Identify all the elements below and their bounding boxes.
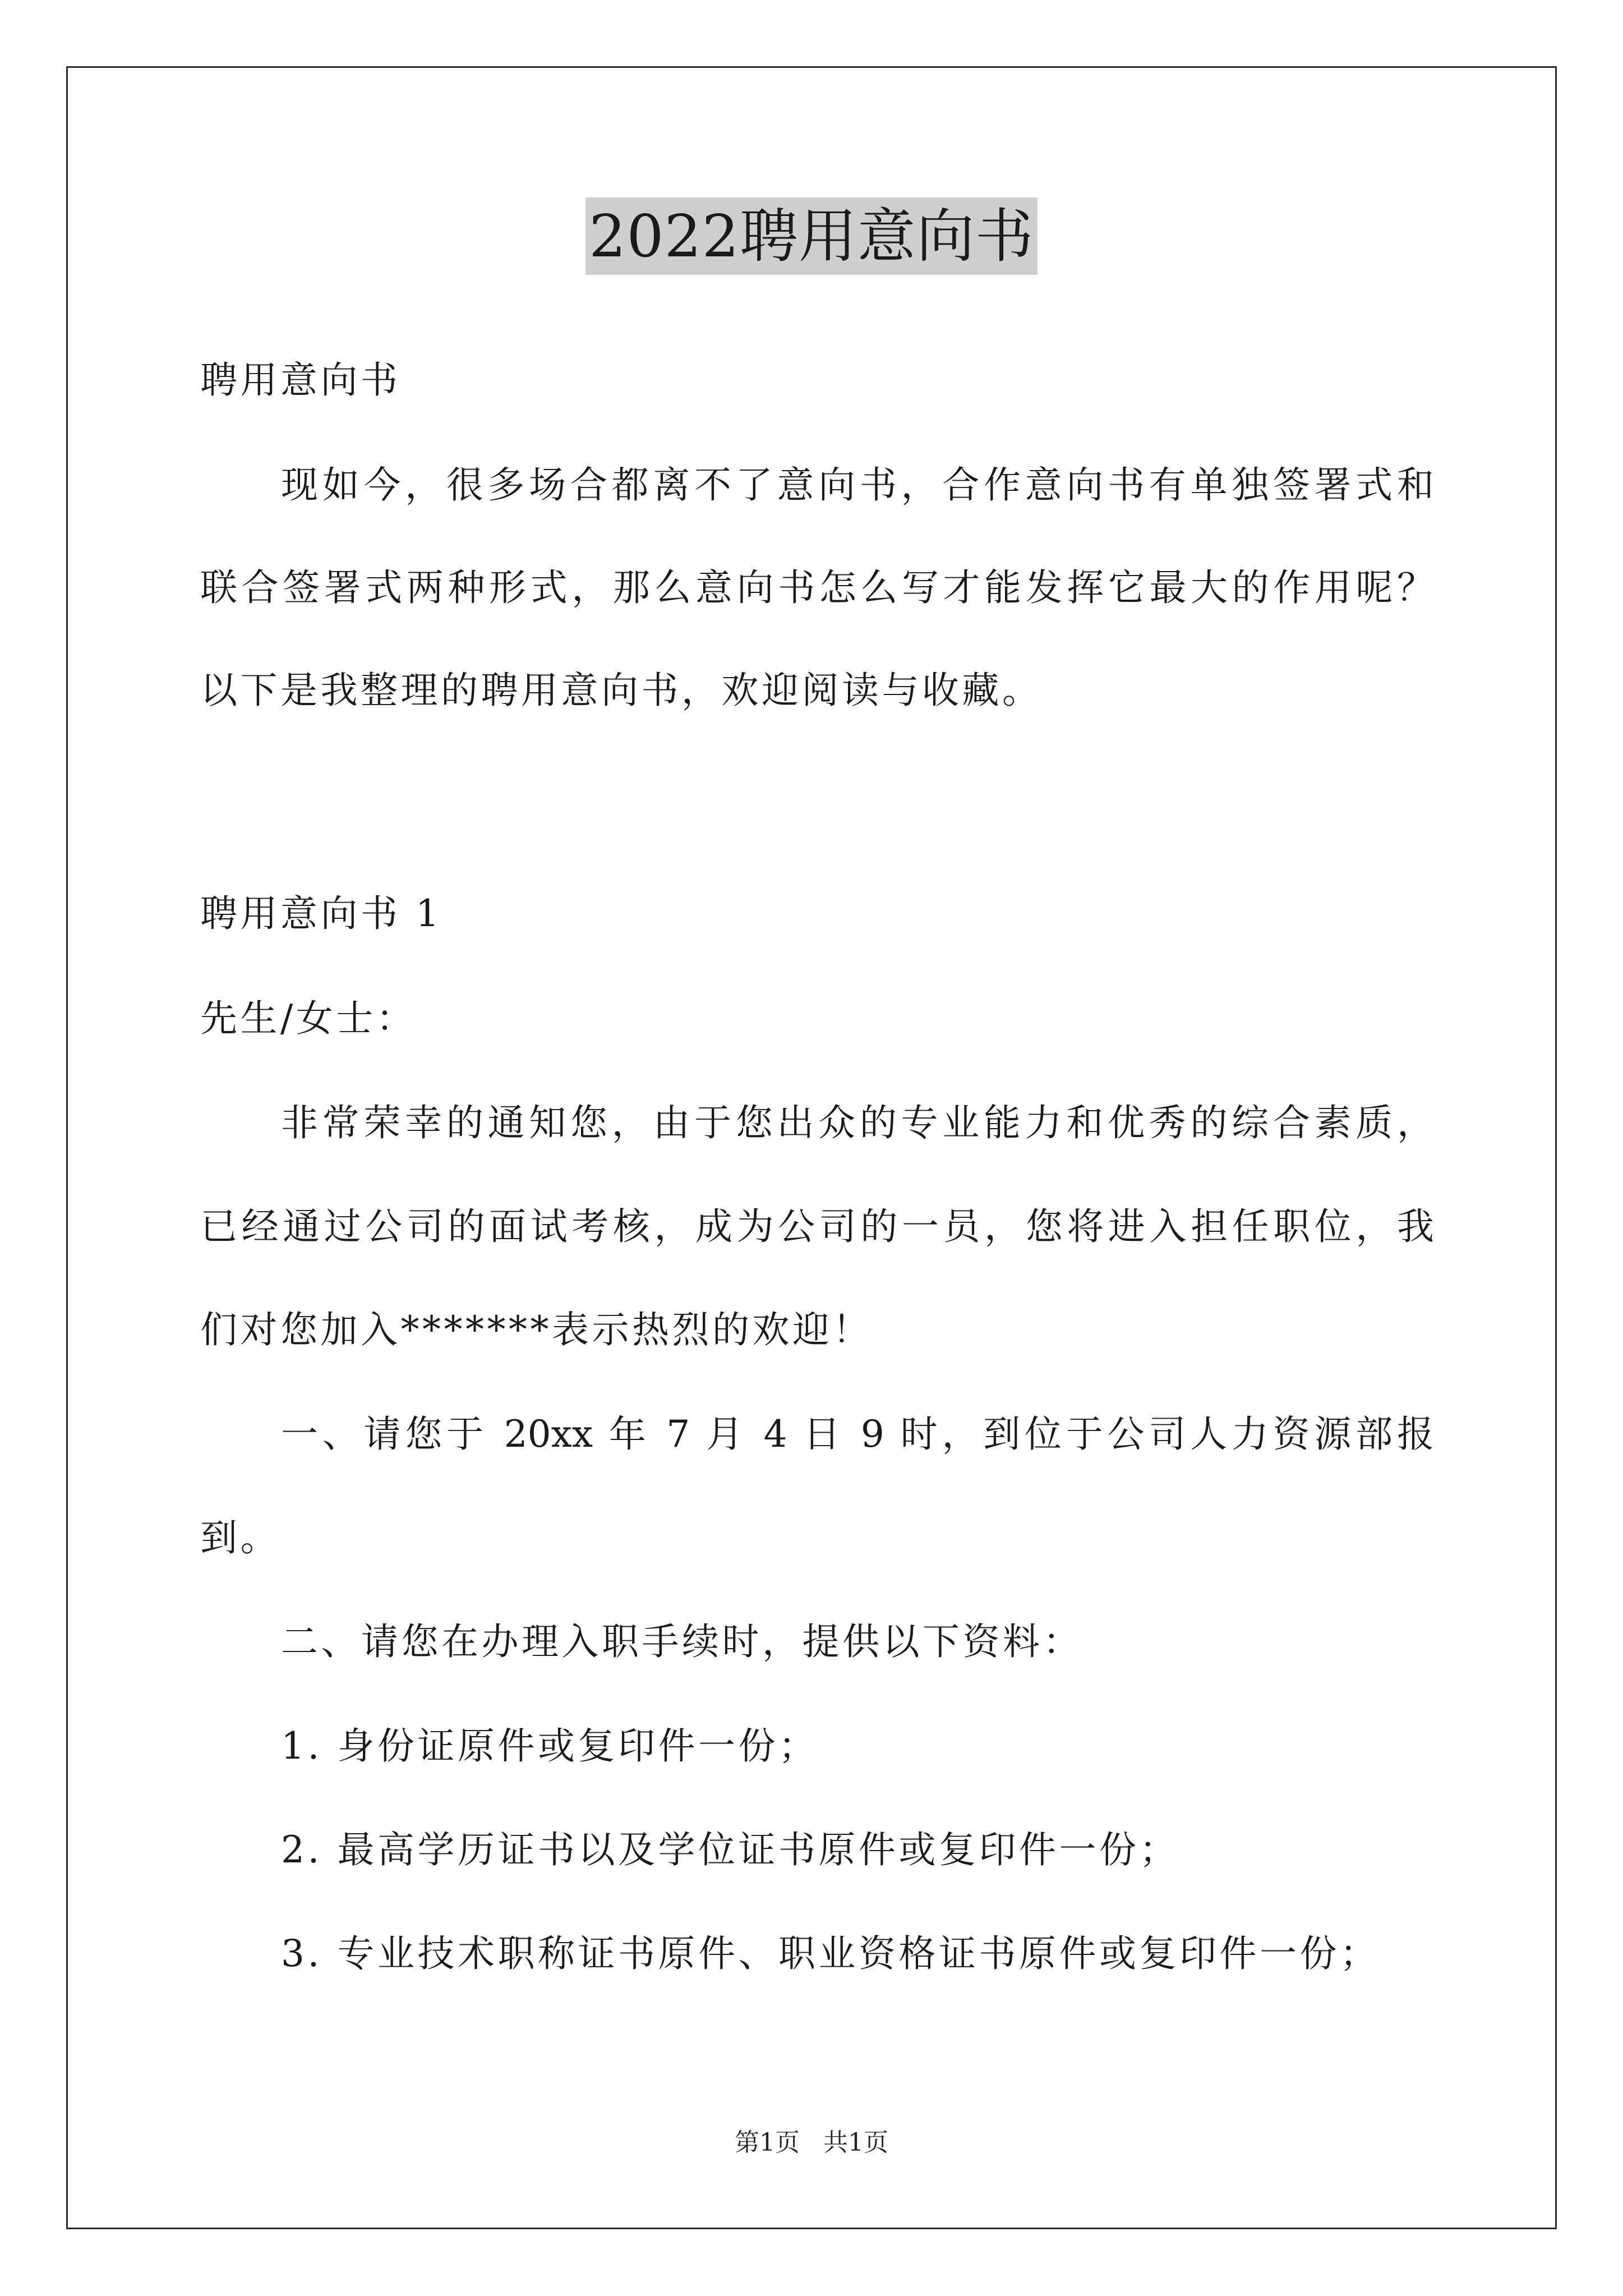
item-one-line: 到。 (200, 1516, 280, 1559)
material-item: 2. 最高学历证书以及学位证书原件或复印件一份； (281, 1828, 1179, 1871)
item-two: 二、请您在办理入职手续时，提供以下资料： (281, 1620, 1083, 1663)
document-title: 2022聘用意向书 (585, 197, 1038, 275)
section-title: 聘用意向书 1 (200, 892, 442, 935)
intro-line: 联合签署式两种形式，那么意向书怎么写才能发挥它最大的作用呢？ (200, 566, 1434, 609)
intro-line: 以下是我整理的聘用意向书，欢迎阅读与收藏。 (200, 669, 1043, 712)
page-number: 第1页 (735, 2128, 800, 2157)
intro-line: 现如今，很多场合都离不了意向书，合作意向书有单独签署式和 (281, 463, 1434, 507)
material-item: 3. 专业技术职称证书原件、职业资格证书原件或复印件一份； (281, 1932, 1380, 1975)
page-footer (0, 2126, 1623, 2160)
body-line: 们对您加入*******表示热烈的欢迎！ (200, 1308, 873, 1351)
salutation: 先生/女士： (200, 997, 417, 1040)
title-container (0, 197, 1623, 275)
item-one-line: 一、请您于 20xx 年 7 月 4 日 9 时，到位于公司人力资源部报 (281, 1412, 1434, 1456)
body-line: 已经通过公司的面试考核，成为公司的一员，您将进入担任职位，我 (200, 1205, 1434, 1248)
material-item: 1. 身份证原件或复印件一份； (281, 1724, 819, 1768)
body-line: 非常荣幸的通知您，由于您出众的专业能力和优秀的综合素质， (281, 1101, 1434, 1144)
page-total: 共1页 (823, 2128, 888, 2157)
subtitle: 聘用意向书 (200, 358, 401, 402)
